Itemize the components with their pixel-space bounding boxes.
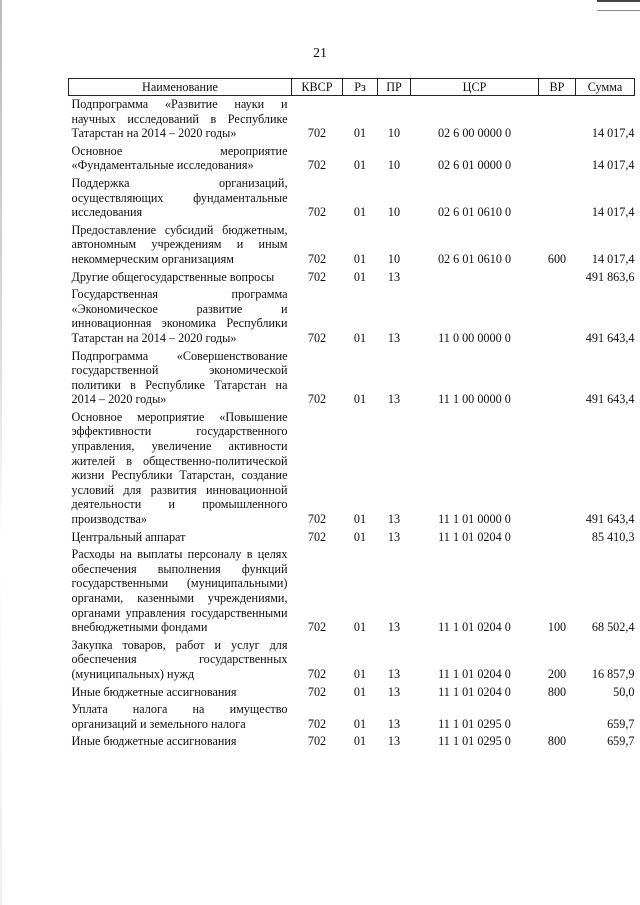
cell-csr: 11 1 01 0000 0 (438, 512, 511, 527)
cell-rz: 01 (353, 126, 367, 141)
cell-kvsr: 702 (307, 251, 327, 266)
cell-name: Расходы на выплаты персоналу в целях обеспечения выполнения функций государственными (муниципальными) органами, казенными учреждениями, органами управления государственными внебюджетными фондами (71, 547, 288, 635)
cell-vr: 800 (547, 734, 567, 749)
cell-sum: 14 017,4 (591, 205, 635, 220)
cell-pr: 10 (387, 126, 401, 141)
cell-name: Центральный аппарат (71, 529, 186, 544)
scan-edge-left (0, 0, 2, 905)
cell-csr: 11 1 01 0204 0 (438, 529, 511, 544)
cell-pr: 10 (387, 205, 401, 220)
cell-rz: 01 (353, 158, 367, 173)
cell-rz: 01 (353, 734, 367, 749)
cell-pr: 13 (387, 269, 401, 284)
cell-csr: 11 1 01 0295 0 (438, 734, 511, 749)
table-row (69, 143, 635, 175)
table-row (69, 175, 635, 222)
cell-vr (539, 286, 576, 347)
budget-table (68, 78, 635, 751)
cell-pr: 10 (387, 158, 401, 173)
cell-csr: 02 6 01 0000 0 (437, 158, 512, 173)
cell-rz: 01 (353, 330, 367, 345)
cell-name: Иные бюджетные ассигнования (71, 684, 237, 699)
table-row (69, 529, 635, 547)
cell-pr: 10 (387, 251, 401, 266)
cell-csr: 02 6 01 0610 0 (437, 205, 512, 220)
table-row (69, 269, 635, 287)
cell-rz: 01 (353, 666, 367, 681)
cell-kvsr: 702 (307, 158, 327, 173)
header-name: Наименование (69, 79, 292, 96)
cell-pr: 13 (387, 716, 401, 731)
cell-sum: 85 410,3 (591, 529, 635, 544)
table-body (69, 96, 635, 751)
cell-sum: 491 863,6 (585, 269, 635, 284)
cell-csr: 02 6 01 0610 0 (437, 251, 512, 266)
cell-kvsr: 702 (307, 269, 327, 284)
cell-sum: 659,7 (607, 716, 635, 731)
cell-csr (411, 269, 539, 287)
cell-sum: 14 017,4 (591, 251, 635, 266)
cell-sum: 16 857,9 (591, 666, 635, 681)
cell-rz: 01 (353, 392, 367, 407)
cell-rz: 01 (353, 205, 367, 220)
cell-name: Иные бюджетные ассигнования (71, 734, 237, 749)
cell-rz: 01 (353, 529, 367, 544)
cell-vr (539, 96, 576, 143)
table-row (69, 96, 635, 143)
cell-name: Поддержка организаций, осуществляющих фундаментальные исследования (71, 175, 288, 220)
cell-vr: 100 (547, 620, 567, 635)
cell-kvsr: 702 (307, 126, 327, 141)
cell-csr: 11 1 01 0295 0 (438, 716, 511, 731)
cell-vr (539, 269, 576, 287)
page-number: 21 (313, 46, 327, 61)
cell-csr: 11 1 01 0204 0 (438, 684, 511, 699)
table-row (69, 733, 635, 751)
cell-kvsr: 702 (307, 666, 327, 681)
cell-name: Уплата налога на имущество организаций и земельного налога (71, 702, 288, 731)
cell-name: Подпрограмма «Совершенствование государственной экономической политики в Республике Татарстан на 2014 – 2020 годы» (71, 348, 288, 407)
cell-vr: 600 (547, 251, 567, 266)
cell-sum: 491 643,4 (585, 512, 635, 527)
cell-pr: 13 (387, 392, 401, 407)
cell-kvsr: 702 (307, 512, 327, 527)
cell-vr (539, 348, 576, 409)
table-header-row (69, 79, 635, 96)
cell-vr (539, 143, 576, 175)
header-csr: ЦСР (411, 79, 539, 96)
table-row (69, 348, 635, 409)
cell-kvsr: 702 (307, 392, 327, 407)
cell-pr: 13 (387, 734, 401, 749)
header-sum: Сумма (576, 79, 635, 96)
cell-kvsr: 702 (307, 716, 327, 731)
cell-sum: 659,7 (607, 734, 635, 749)
table-row (69, 684, 635, 702)
cell-csr: 11 1 00 0000 0 (438, 392, 511, 407)
scan-edge-top (597, 0, 640, 11)
header-kvsr: КВСР (292, 79, 343, 96)
cell-sum: 14 017,4 (591, 126, 635, 141)
cell-csr: 11 1 01 0204 0 (438, 666, 511, 681)
cell-sum: 491 643,4 (585, 330, 635, 345)
header-vr: ВР (539, 79, 576, 96)
cell-pr: 13 (387, 684, 401, 699)
cell-rz: 01 (353, 269, 367, 284)
cell-kvsr: 702 (307, 529, 327, 544)
cell-vr (539, 175, 576, 222)
table-row (69, 286, 635, 347)
cell-pr: 13 (387, 512, 401, 527)
cell-name: Закупка товаров, работ и услуг для обеспечения государственных (муниципальных) нужд (71, 637, 288, 681)
table-row (69, 546, 635, 637)
cell-csr: 11 0 00 0000 0 (438, 330, 511, 345)
cell-rz: 01 (353, 251, 367, 266)
cell-pr: 13 (387, 666, 401, 681)
header-rz: Рз (343, 79, 378, 96)
cell-name: Государственная программа «Экономическое развитие и инновационная экономика Республики Татарстан на 2014 – 2020 годы» (71, 287, 288, 345)
cell-kvsr: 702 (307, 620, 327, 635)
cell-sum: 50,0 (613, 684, 635, 699)
cell-vr: 800 (547, 684, 567, 699)
table-row (69, 409, 635, 529)
cell-pr: 13 (387, 330, 401, 345)
cell-kvsr: 702 (307, 205, 327, 220)
cell-name: Подпрограмма «Развитие науки и научных исследований в Республике Татарстан на 2014 – 2020 годы» (71, 97, 288, 141)
cell-kvsr: 702 (307, 734, 327, 749)
cell-name: Предоставление субсидий бюджетным, автономным учреждениям и иным некоммерческим организациям (71, 222, 288, 266)
cell-csr: 02 6 00 0000 0 (437, 126, 512, 141)
cell-sum: 14 017,4 (591, 158, 635, 173)
cell-vr: 200 (547, 666, 567, 681)
cell-rz: 01 (353, 716, 367, 731)
cell-name: Основное мероприятие «Фундаментальные исследования» (71, 143, 288, 173)
cell-pr: 13 (387, 620, 401, 635)
cell-csr: 11 1 01 0204 0 (438, 620, 511, 635)
cell-name: Другие общегосударственные вопросы (71, 269, 275, 284)
cell-pr: 13 (387, 529, 401, 544)
cell-rz: 01 (353, 620, 367, 635)
cell-sum: 491 643,4 (585, 392, 635, 407)
table-row (69, 637, 635, 684)
table-row (69, 222, 635, 269)
table-row (69, 701, 635, 733)
cell-name: Основное мероприятие «Повышение эффективности государственного управления, увеличение активности жителей в общественно-политической жизни Республики Татарстан, создание условий для развития инновационной деятельности и промышленного производства» (71, 409, 288, 527)
header-pr: ПР (378, 79, 411, 96)
cell-vr (539, 409, 576, 529)
cell-vr (539, 701, 576, 733)
cell-vr (539, 529, 576, 547)
cell-rz: 01 (353, 512, 367, 527)
cell-rz: 01 (353, 684, 367, 699)
cell-kvsr: 702 (307, 684, 327, 699)
cell-sum: 68 502,4 (591, 620, 635, 635)
cell-kvsr: 702 (307, 330, 327, 345)
